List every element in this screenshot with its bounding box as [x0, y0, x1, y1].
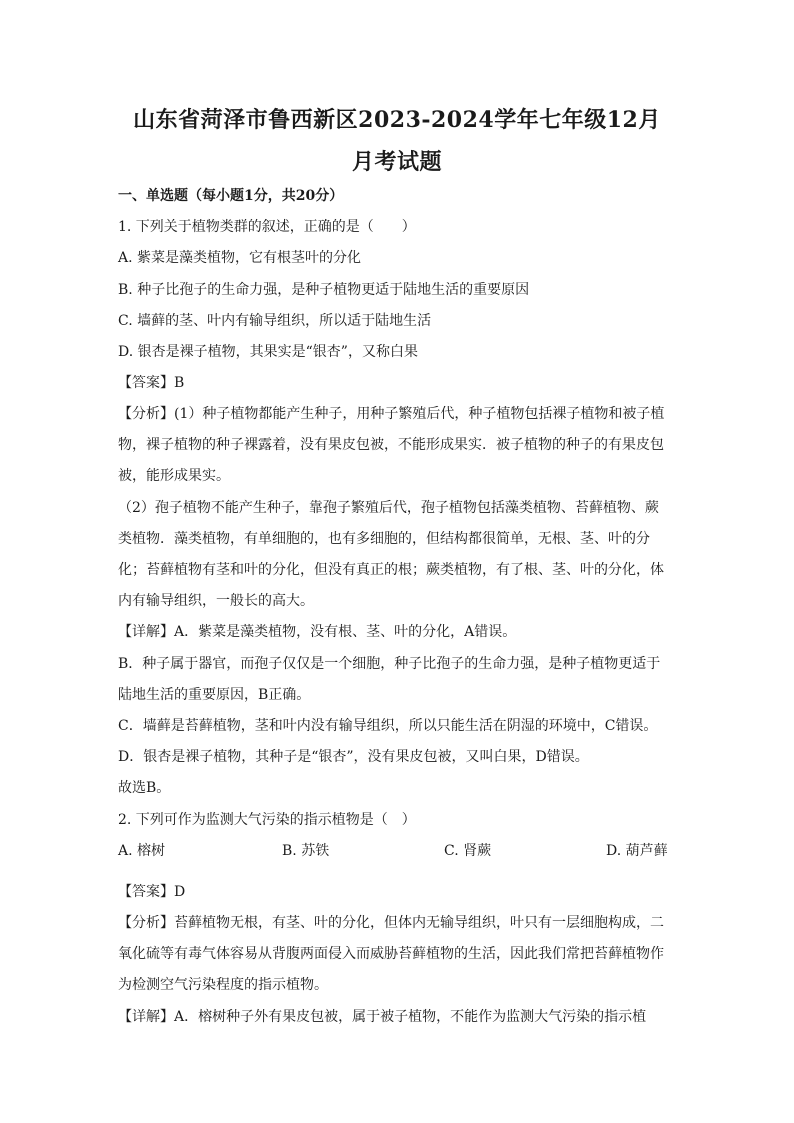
question-2-answer: 【答案】D: [118, 884, 186, 900]
question-2-analysis-line: 【分析】苔藓植物无根，有茎、叶的分化，但体内无输导组织，叶只有一层细胞构成，二: [118, 915, 664, 931]
question-2-option-d: D. 葫芦藓: [606, 843, 668, 859]
question-1-detail-line: 故选B。: [118, 780, 171, 796]
document-title-line1: 山东省菏泽市鲁西新区2023-2024学年七年级12月: [133, 107, 661, 133]
document-title-line2: 月考试题: [351, 149, 442, 175]
question-1-detail-line: D．银杏是裸子植物，其种子是“银杏”，没有果皮包被，又叫白果，D错误。: [118, 749, 589, 765]
section-header: 一、单选题（每小题1分，共20分）: [118, 188, 344, 204]
question-1-analysis-line: 被，能形成果实。: [118, 468, 230, 484]
question-1-detail-line: C．墙藓是苔藓植物，茎和叶内没有输导组织，所以只能生活在阴湿的环境中，C错误。: [118, 718, 658, 734]
question-1-option-a: A. 紫菜是藻类植物，它有根茎叶的分化: [118, 250, 362, 266]
question-1-analysis-line: （2）孢子植物不能产生种子，靠孢子繁殖后代，孢子植物包括藻类植物、苔藓植物、蕨: [118, 500, 659, 516]
question-1-stem: 1. 下列关于植物类群的叙述，正确的是（ ）: [118, 219, 416, 235]
question-2-option-a: A. 榕树: [118, 843, 166, 859]
question-2-option-b: B. 苏铁: [282, 843, 330, 859]
question-1-detail-line: 【详解】A．紫菜是藻类植物，没有根、茎、叶的分化，A错误。: [118, 624, 517, 640]
question-1-analysis-line: 类植物．藻类植物，有单细胞的，也有多细胞的，但结构都很简单，无根、茎、叶的分: [118, 531, 650, 547]
question-1-analysis-line: 内有输导组织，一般长的高大。: [118, 593, 314, 609]
question-1-option-c: C. 墙藓的茎、叶内有输导组织，所以适于陆地生活: [118, 313, 432, 329]
question-2-detail-line: 【详解】A．榕树种子外有果皮包被，属于被子植物，不能作为监测大气污染的指示植: [118, 1009, 647, 1025]
question-2-option-c: C. 肾蕨: [444, 843, 492, 859]
question-1-option-d: D. 银杏是裸子植物，其果实是“银杏”，又称白果: [118, 344, 418, 360]
question-1-analysis-line: 【分析】(1）种子植物都能产生种子，用种子繁殖后代，种子植物包括裸子植物和被子植: [118, 406, 665, 422]
question-1-answer: 【答案】B: [118, 375, 185, 391]
question-1-analysis-line: 物，裸子植物的种子裸露着，没有果皮包被，不能形成果实．被子植物的种子的有果皮包: [118, 437, 664, 453]
question-1-detail-line: B．种子属于器官，而孢子仅仅是一个细胞，种子比孢子的生命力强，是种子植物更适于: [118, 656, 661, 672]
question-1-detail-line: 陆地生活的重要原因，B正确。: [118, 687, 311, 703]
question-2-stem: 2. 下列可作为监测大气污染的指示植物是（ ）: [118, 812, 416, 828]
question-2-analysis-line: 为检测空气污染程度的指示植物。: [118, 977, 328, 993]
question-1-analysis-line: 化；苔藓植物有茎和叶的分化，但没有真正的根；蕨类植物，有了根、茎、叶的分化，体: [118, 562, 664, 578]
question-2-analysis-line: 氧化硫等有毒气体容易从背腹两面侵入而威胁苔藓植物的生活，因此我们常把苔藓植物作: [118, 946, 664, 962]
question-1-option-b: B. 种子比孢子的生命力强，是种子植物更适于陆地生活的重要原因: [118, 282, 530, 298]
